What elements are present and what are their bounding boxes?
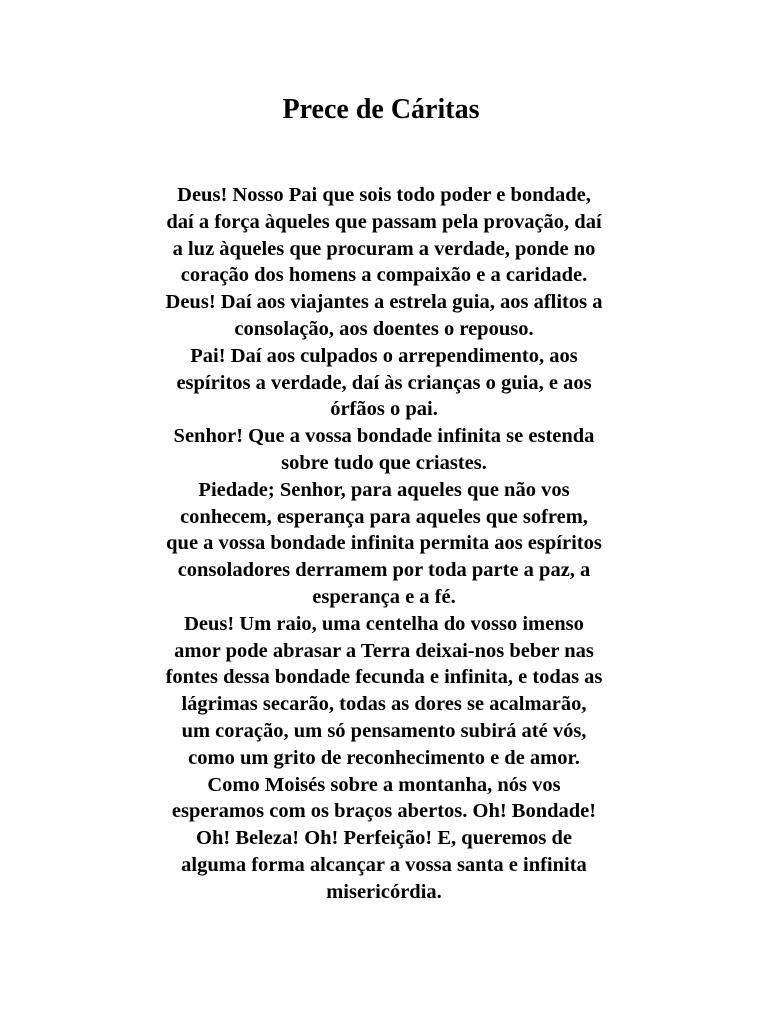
text-line: daí a força àqueles que passam pela provação, daí — [166, 210, 602, 233]
text-line: Senhor! Que a vossa bondade infinita se estenda — [173, 425, 595, 448]
text-line: Piedade; Senhor, para aqueles que não vos — [198, 478, 570, 501]
text-line: lágrimas secarão, todas as dores se acalmarão, — [181, 693, 587, 716]
text-line: esperamos com os braços abertos. Oh! Bondade! — [171, 800, 597, 823]
text-line: órfãos o pai. — [330, 398, 438, 421]
text-line: Como Moisés sobre a montanha, nós vos — [207, 773, 561, 796]
text-line: Deus! Nosso Pai que sois todo poder e bondade, — [177, 184, 591, 206]
text-line: esperança e a fé. — [312, 585, 456, 608]
text-line: Oh! Beleza! Oh! Perfeição! E, queremos de — [196, 827, 572, 850]
text-line: a luz àqueles que procuram a verdade, ponde no — [172, 237, 596, 260]
text-line: coração dos homens a compaixão e a caridade. — [180, 264, 588, 287]
page-title: Prece de Cáritas — [282, 94, 480, 125]
prayer-text — [96, 182, 672, 906]
text-line: Deus! Daí aos viajantes a estrela guia, aos aflitos a — [165, 291, 603, 314]
text-line: como um grito de reconhecimento e de amor. — [188, 746, 580, 769]
text-line: Pai! Daí aos culpados o arrependimento, aos — [190, 344, 578, 367]
text-line: que a vossa bondade infinita permita aos espíritos — [166, 532, 602, 555]
text-line: sobre tudo que criastes. — [281, 451, 487, 474]
text-line: misericórdia. — [326, 880, 442, 903]
text-line: fontes dessa bondade fecunda e infinita, e todas as — [165, 666, 603, 689]
text-line: um coração, um só pensamento subirá até vós, — [181, 719, 587, 742]
text-line: consolação, aos doentes o repouso. — [234, 317, 534, 340]
text-line: conhecem, esperança para aqueles que sofrem, — [180, 505, 588, 528]
text-line: amor pode abrasar a Terra deixai-nos beber nas — [174, 639, 594, 662]
text-line: alguma forma alcançar a vossa santa e infinita — [181, 853, 587, 876]
text-line: espíritos a verdade, daí às crianças o guia, e aos — [176, 371, 592, 394]
text-line: consoladores derramem por toda parte a paz, a — [177, 559, 591, 582]
text-line: Deus! Um raio, uma centelha do vosso imenso — [184, 612, 584, 635]
